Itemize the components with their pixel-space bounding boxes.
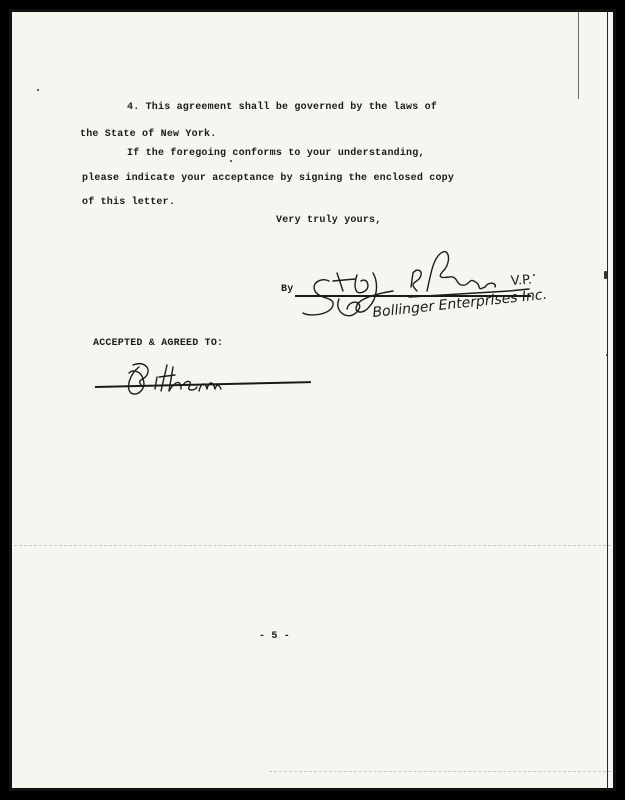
- paragraph-4-line-2: the State of New York.: [80, 129, 217, 140]
- acceptance-signature: [121, 359, 231, 399]
- right-edge-line-inner: [578, 9, 579, 99]
- bottom-crease: [269, 771, 616, 772]
- closing-line-1: If the foregoing conforms to your understanding,: [127, 148, 425, 159]
- sign-off: Very truly yours,: [276, 215, 382, 226]
- letter-page: [9, 9, 616, 791]
- company-name-handwritten: [371, 287, 571, 327]
- page-border: [9, 9, 616, 791]
- page-number: - 5 -: [259, 631, 291, 642]
- fold-crease: [9, 545, 616, 546]
- svg-text:Bollinger Enterprises Inc.: Bollinger Enterprises Inc.: [371, 286, 548, 321]
- closing-line-3: of this letter.: [82, 197, 176, 208]
- closing-line-2: please indicate your acceptance by signing the enclosed copy: [82, 173, 455, 184]
- stray-mark: [230, 160, 232, 162]
- edge-mark: [606, 354, 608, 356]
- svg-text:V.P.: V.P.: [510, 272, 533, 289]
- accepted-label: ACCEPTED & AGREED TO:: [93, 338, 224, 349]
- paragraph-4-line-1: 4. This agreement shall be governed by the laws of: [127, 102, 438, 113]
- right-edge-line-outer: [607, 9, 608, 791]
- edge-mark: [604, 271, 607, 279]
- stray-mark: [37, 89, 39, 91]
- by-label: By: [281, 284, 294, 295]
